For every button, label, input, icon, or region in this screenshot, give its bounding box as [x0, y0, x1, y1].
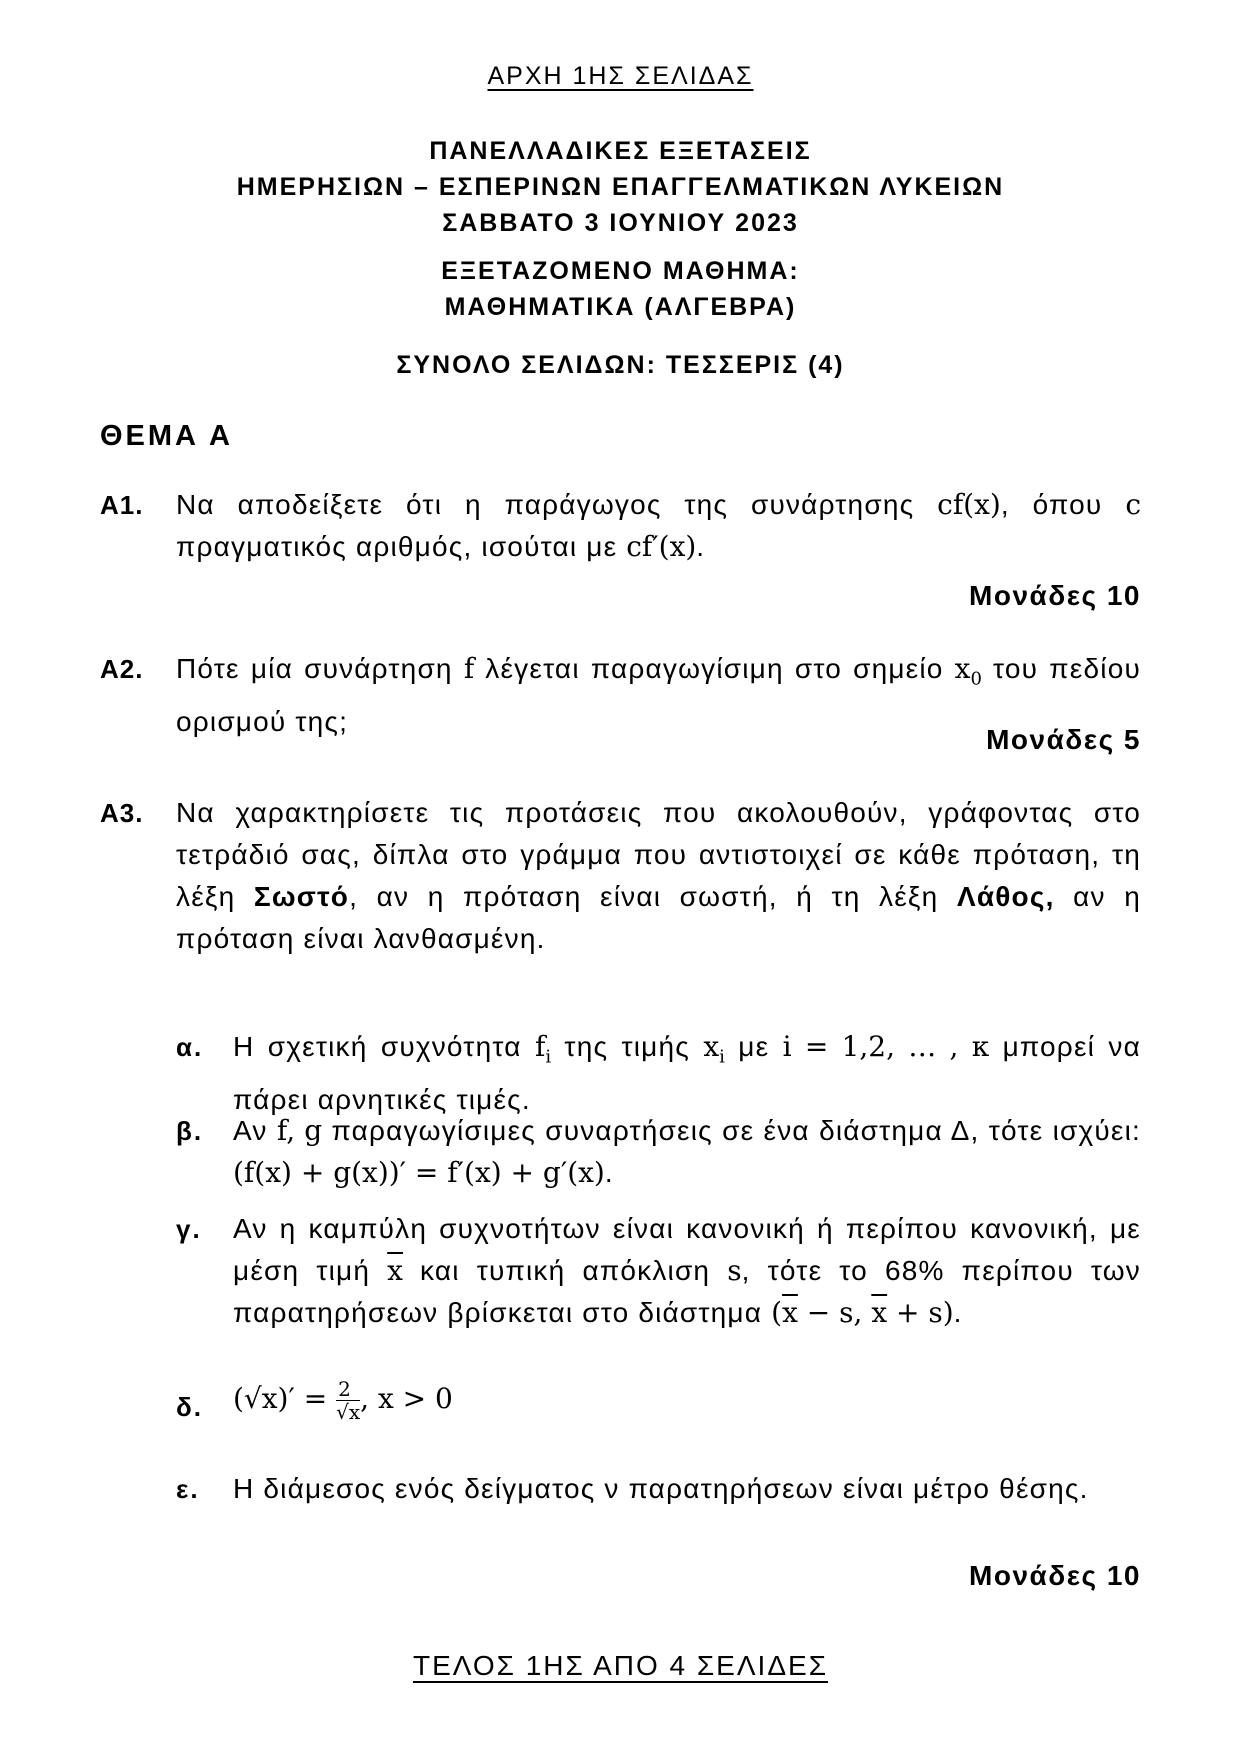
total-pages: ΣΥΝΟΛΟ ΣΕΛΙΔΩΝ: ΤΕΣΣΕΡΙΣ (4): [396, 351, 845, 379]
item-gamma-text: Αν η καμπύλη συχνοτήτων είναι κανονική ή περίπου κανονική, με μέση τιμή $\overline{x}$ και τυπική απόκλιση s, τότε το 68% περίπου των παρατηρήσεων βρίσκεται στο διάστημα ($\overline{x} - s$, $\overline{x} + s$).: [233, 1213, 1142, 1329]
question-a3-marks: Μονάδες 10: [969, 1560, 1141, 1591]
item-beta-text: Αν f, g παραγωγίσιμες συναρτήσεις σε ένα διάστημα Δ, τότε ισχύει: (f(x) + g(x))′ = f′(x) + g′(x).: [233, 1114, 1141, 1189]
exam-schools: ΗΜΕΡΗΣΙΩΝ – ΕΣΠΕΡΙΝΩΝ ΕΠΑΓΓΕΛΜΑΤΙΚΩΝ ΛΥΚΕΙΩΝ: [236, 173, 1005, 201]
question-a2-marks: Μονάδες 5: [986, 724, 1141, 755]
exam-header: [0, 133, 1241, 241]
theme-title: ΘΕΜΑ Α: [100, 420, 233, 452]
question-a1-label: Α1.: [100, 490, 144, 520]
item-alpha-label: α.: [176, 1032, 204, 1062]
question-a1-marks: Μονάδες 10: [969, 580, 1141, 611]
question-a2-label: Α2.: [100, 654, 144, 684]
item-beta-label: β.: [176, 1116, 204, 1146]
page-end-label: ΤΕΛΟΣ 1ΗΣ ΑΠΟ 4 ΣΕΛΙΔΕΣ: [412, 1650, 829, 1681]
subject-name: ΜΑΘΗΜΑΤΙΚΑ (ΑΛΓΕΒΡΑ): [444, 293, 797, 321]
subject-block: [0, 253, 1241, 325]
item-gamma-label: γ.: [176, 1214, 202, 1244]
question-a1-text: Να αποδείξετε ότι η παράγωγος της συνάρτησης cf(x), όπου c πραγματικός αριθμός, ισούται με cf′(x).: [176, 488, 1141, 563]
page-start-label: ΑΡΧΗ 1ΗΣ ΣΕΛΙΔΑΣ: [487, 62, 754, 90]
fraction: $\frac{2}{√x}$: [336, 1377, 361, 1425]
question-a2-text: Πότε μία συνάρτηση f λέγεται παραγωγίσιμη στο σημείο $x_0$ του πεδίου ορισμού της;: [176, 652, 1141, 737]
item-epsilon-label: ε.: [176, 1474, 200, 1504]
item-epsilon-text: Η διάμεσος ενός δείγματος ν παρατηρήσεων είναι μέτρο θέσης.: [233, 1473, 1089, 1504]
question-a3-label: Α3.: [100, 798, 144, 828]
subject-label: ΕΞΕΤΑΖΟΜΕΝΟ ΜΑΘΗΜΑ:: [441, 257, 800, 285]
item-alpha-text: Η σχετική συχνότητα $f_i$ της τιμής $x_i$ με i = 1,2, … , κ μπορεί να πάρει αρνητικές τιμές.: [233, 1030, 1141, 1115]
exam-title: ΠΑΝΕΛΛΑΔΙΚΕΣ ΕΞΕΤΑΣΕΙΣ: [429, 137, 812, 165]
exam-date: ΣΑΒΒΑΤΟ 3 ΙΟΥΝΙΟΥ 2023: [442, 209, 799, 237]
item-delta-text: (√x)′ = $\frac{2}{√x}$ , x > 0: [233, 1377, 453, 1425]
question-a3-text: Να χαρακτηρίσετε τις προτάσεις που ακολουθούν, γράφοντας στο τετράδιό σας, δίπλα στο γράμμα που αντιστοιχεί σε κάθε πρόταση, τη λέξη Σωστό, αν η πρόταση είναι σωστή, ή τη λέξη Λάθος, αν η πρόταση είναι λανθασμένη.: [176, 797, 1141, 954]
item-delta-label: δ.: [176, 1392, 203, 1422]
